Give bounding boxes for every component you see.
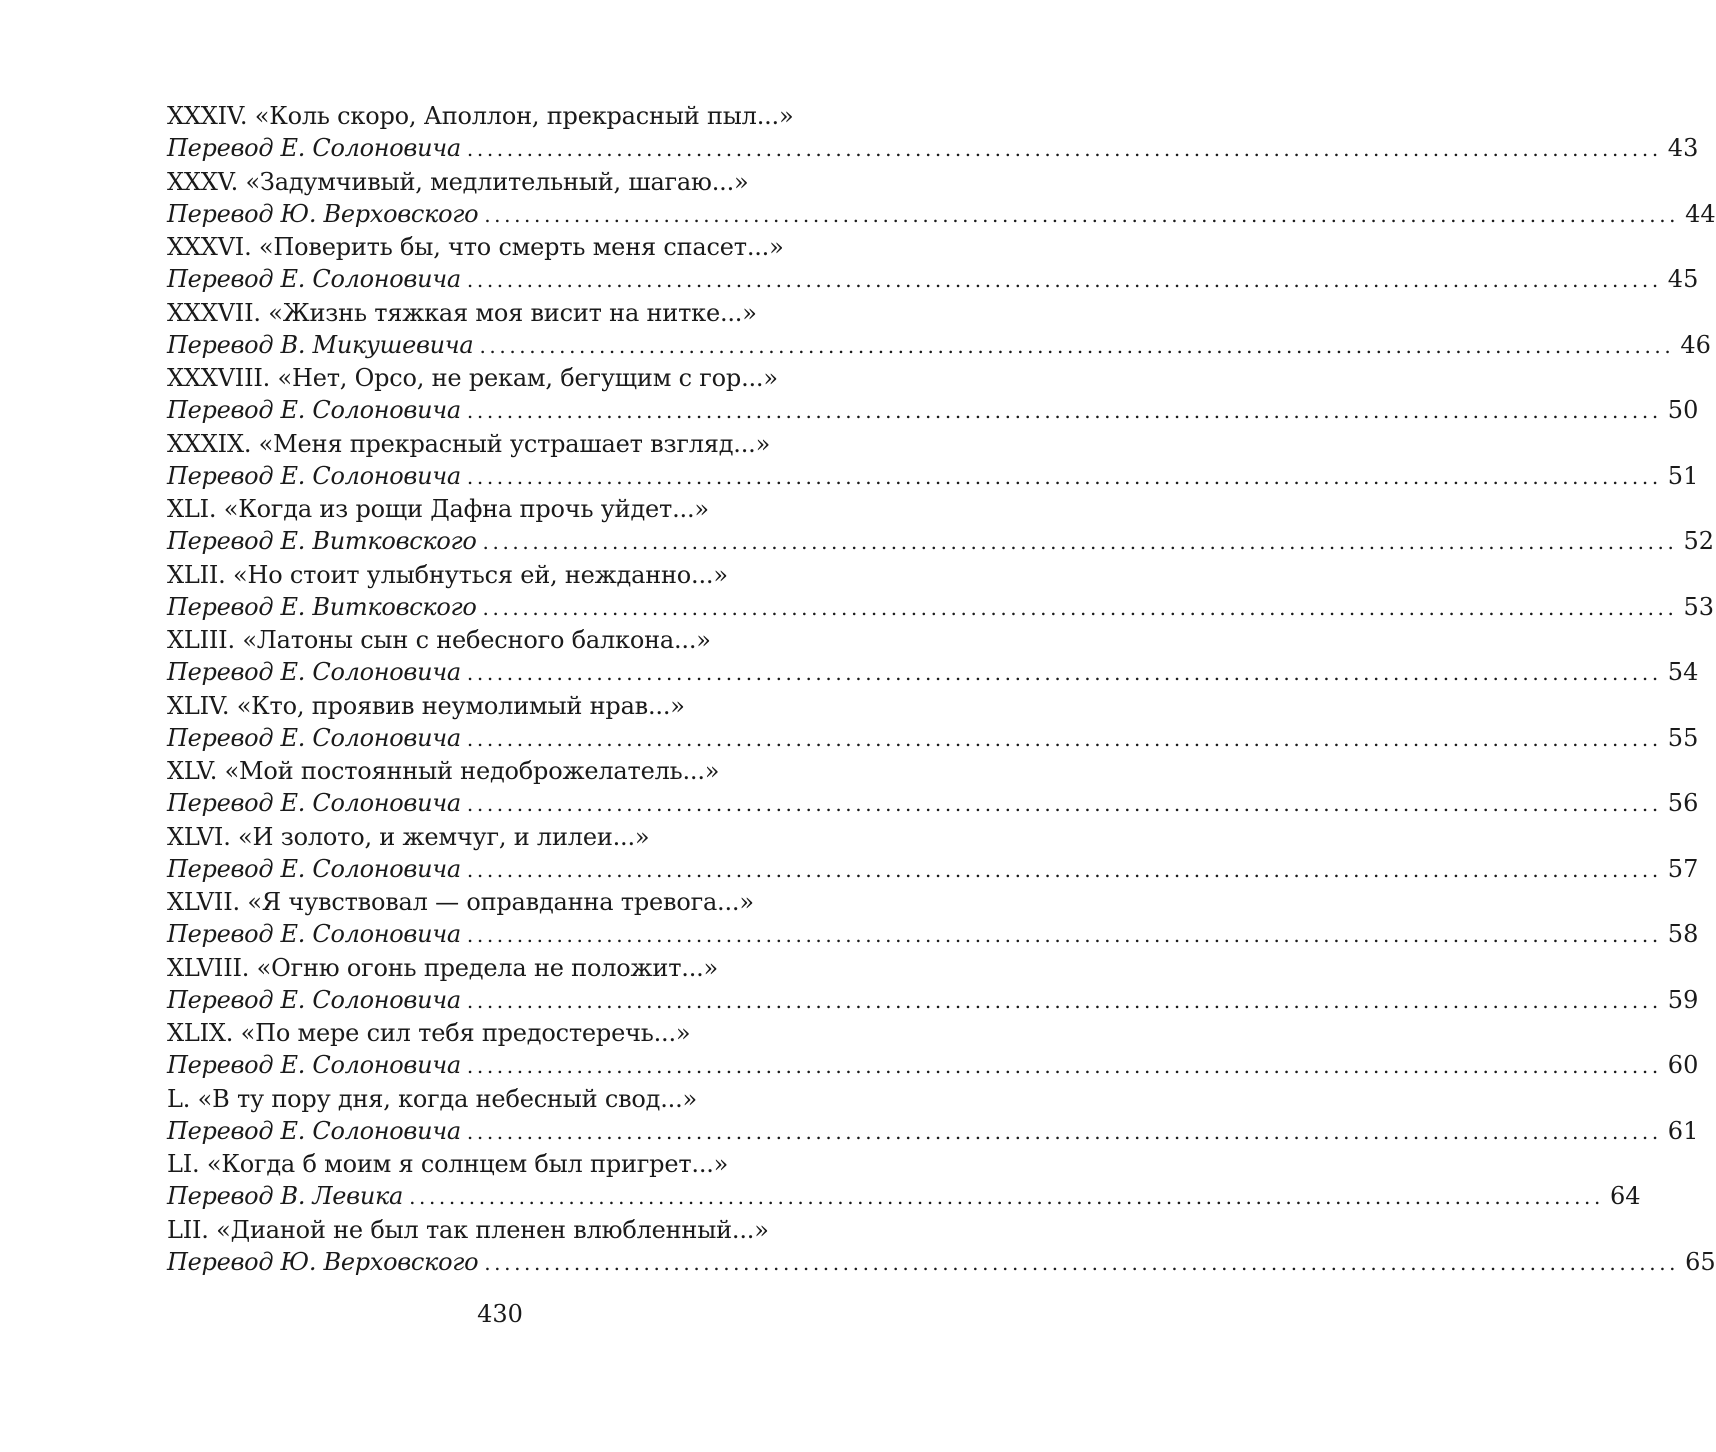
dot-leader: ........................................................................................................................ bbox=[482, 595, 1678, 620]
entry-title: L. «В ту пору дня, когда небесный свод...» bbox=[167, 1084, 698, 1113]
dot-leader: ........................................................................................................................ bbox=[466, 792, 1662, 816]
entry-page-number: 46 bbox=[1680, 330, 1711, 359]
entry-translator: Перевод Е. Витковского bbox=[167, 527, 477, 555]
entry-page-number: 58 bbox=[1667, 920, 1699, 948]
entry-page-number: 56 bbox=[1667, 789, 1699, 817]
entry-page-number: 43 bbox=[1667, 134, 1699, 162]
entry-page-number: 51 bbox=[1667, 461, 1699, 490]
toc-entry bbox=[167, 1148, 1641, 1214]
entry-line bbox=[167, 132, 1699, 164]
entry-translator: Перевод Е. Солоновича bbox=[167, 723, 461, 752]
dot-leader: ........................................................................................................................ bbox=[484, 202, 1680, 227]
page-number: 430 bbox=[477, 1300, 523, 1328]
entry-title: XXXIX. «Меня прекрасный устрашает взгляд...» bbox=[167, 429, 771, 458]
toc-entry bbox=[167, 559, 1714, 625]
entry-line bbox=[167, 591, 1714, 623]
entry-translator: Перевод Е. Солоновича bbox=[167, 396, 461, 424]
toc-entry bbox=[167, 493, 1714, 559]
entry-title: XXXIV. «Коль скоро, Аполлон, прекрасный пыл...» bbox=[167, 102, 794, 130]
entry-title: XLVII. «Я чувствовал — оправданна тревога...» bbox=[167, 888, 754, 916]
entry-translator: Перевод Е. Солоновича bbox=[167, 854, 461, 883]
toc-entry bbox=[167, 362, 1699, 428]
entry-page-number: 61 bbox=[1667, 1116, 1699, 1145]
entry-title: XLI. «Когда из рощи Дафна прочь уйдет...» bbox=[167, 495, 709, 523]
entry-translator: Перевод В. Левика bbox=[167, 1182, 404, 1210]
entry-page-number: 52 bbox=[1683, 527, 1714, 555]
entry-translator: Перевод Е. Солоновича bbox=[167, 265, 461, 293]
entry-translator: Перевод Е. Солоновича bbox=[167, 461, 461, 490]
dot-leader: ........................................................................................................................ bbox=[466, 399, 1662, 423]
entry-title: LII. «Дианой не был так пленен влюбленный...» bbox=[167, 1215, 769, 1244]
toc-entry bbox=[167, 1083, 1699, 1149]
entry-line bbox=[167, 656, 1699, 688]
entry-page-number: 45 bbox=[1667, 265, 1699, 293]
entry-page-number: 57 bbox=[1667, 854, 1699, 883]
entry-translator: Перевод Ю. Верховского bbox=[167, 199, 479, 228]
toc-entry bbox=[167, 297, 1711, 363]
entry-line bbox=[167, 853, 1699, 885]
entry-line bbox=[167, 263, 1699, 295]
entry-page-number: 50 bbox=[1667, 396, 1699, 424]
toc-entry bbox=[167, 755, 1699, 821]
entry-title: XXXVIII. «Нет, Орсо, не рекам, бегущим с гор...» bbox=[167, 364, 778, 392]
toc-entry bbox=[167, 1017, 1699, 1083]
entry-page-number: 59 bbox=[1667, 985, 1699, 1014]
toc-entry bbox=[167, 952, 1699, 1018]
entry-page-number: 64 bbox=[1609, 1182, 1641, 1210]
dot-leader: ........................................................................................................................ bbox=[466, 661, 1662, 685]
entry-title: XLVIII. «Огню огонь предела не положит...» bbox=[167, 953, 719, 982]
entry-translator: Перевод Е. Солоновича bbox=[167, 134, 461, 162]
entry-line bbox=[167, 1180, 1641, 1212]
entry-title: XXXV. «Задумчивый, медлительный, шагаю...» bbox=[167, 167, 749, 196]
entry-line bbox=[167, 918, 1699, 950]
entry-title: LI. «Когда б моим я солнцем был пригрет...» bbox=[167, 1150, 729, 1178]
dot-leader: ........................................................................................................................ bbox=[466, 923, 1662, 947]
entry-title: XLVI. «И золото, и жемчуг, и лилеи...» bbox=[167, 822, 650, 851]
toc-entry bbox=[167, 821, 1699, 887]
entry-page-number: 53 bbox=[1683, 592, 1714, 621]
toc-entry bbox=[167, 690, 1699, 756]
entry-page-number: 54 bbox=[1667, 658, 1699, 686]
entry-line bbox=[167, 525, 1714, 557]
entry-line bbox=[167, 1049, 1699, 1081]
dot-leader: ........................................................................................................................ bbox=[409, 1185, 1604, 1209]
entry-title: XXXVII. «Жизнь тяжкая моя висит на нитке...» bbox=[167, 298, 757, 327]
dot-leader: ........................................................................................................................ bbox=[466, 988, 1662, 1013]
entry-line bbox=[167, 984, 1699, 1016]
toc-entry bbox=[167, 886, 1699, 952]
entry-translator: Перевод Е. Витковского bbox=[167, 592, 477, 621]
entry-line bbox=[167, 394, 1699, 426]
entry-translator: Перевод В. Микушевича bbox=[167, 330, 474, 359]
toc-entry bbox=[167, 1214, 1716, 1280]
toc-entry bbox=[167, 231, 1699, 297]
entry-line bbox=[167, 198, 1716, 230]
entry-page-number: 65 bbox=[1685, 1247, 1716, 1276]
entry-page-number: 44 bbox=[1685, 199, 1716, 228]
entry-translator: Перевод Е. Солоновича bbox=[167, 658, 461, 686]
entry-translator: Перевод Ю. Верховского bbox=[167, 1247, 479, 1276]
entry-line bbox=[167, 722, 1699, 754]
toc-entry bbox=[167, 100, 1699, 166]
entry-line bbox=[167, 1246, 1716, 1278]
dot-leader: ........................................................................................................................ bbox=[466, 857, 1662, 882]
entry-line bbox=[167, 460, 1699, 492]
dot-leader: ........................................................................................................................ bbox=[466, 268, 1662, 292]
entry-title: XLIII. «Латоны сын с небесного балкона...» bbox=[167, 626, 711, 654]
table-of-contents bbox=[167, 100, 1716, 1279]
entry-title: XLV. «Мой постоянный недоброжелатель...» bbox=[167, 757, 720, 785]
entry-translator: Перевод Е. Солоновича bbox=[167, 985, 461, 1014]
toc-entry bbox=[167, 624, 1699, 690]
entry-page-number: 60 bbox=[1667, 1051, 1699, 1079]
dot-leader: ........................................................................................................................ bbox=[479, 333, 1675, 358]
entry-translator: Перевод Е. Солоновича bbox=[167, 1051, 461, 1079]
dot-leader: ........................................................................................................................ bbox=[466, 1054, 1662, 1078]
entry-title: XLIX. «По мере сил тебя предостеречь...» bbox=[167, 1019, 691, 1047]
entry-translator: Перевод Е. Солоновича bbox=[167, 789, 461, 817]
dot-leader: ........................................................................................................................ bbox=[466, 137, 1662, 161]
toc-entry bbox=[167, 428, 1699, 494]
entry-title: XXXVI. «Поверить бы, что смерть меня спасет...» bbox=[167, 233, 784, 261]
dot-leader: ........................................................................................................................ bbox=[466, 726, 1662, 751]
dot-leader: ........................................................................................................................ bbox=[482, 530, 1678, 554]
dot-leader: ........................................................................................................................ bbox=[466, 1119, 1662, 1144]
entry-translator: Перевод Е. Солоновича bbox=[167, 920, 461, 948]
entry-line bbox=[167, 787, 1699, 819]
entry-translator: Перевод Е. Солоновича bbox=[167, 1116, 461, 1145]
entry-title: XLII. «Но стоит улыбнуться ей, нежданно...» bbox=[167, 560, 728, 589]
dot-leader: ........................................................................................................................ bbox=[484, 1250, 1680, 1275]
entry-title: XLIV. «Кто, проявив неумолимый нрав...» bbox=[167, 691, 685, 720]
entry-line bbox=[167, 329, 1711, 361]
dot-leader: ........................................................................................................................ bbox=[466, 464, 1662, 489]
toc-entry bbox=[167, 166, 1716, 232]
entry-page-number: 55 bbox=[1667, 723, 1699, 752]
entry-line bbox=[167, 1115, 1699, 1147]
